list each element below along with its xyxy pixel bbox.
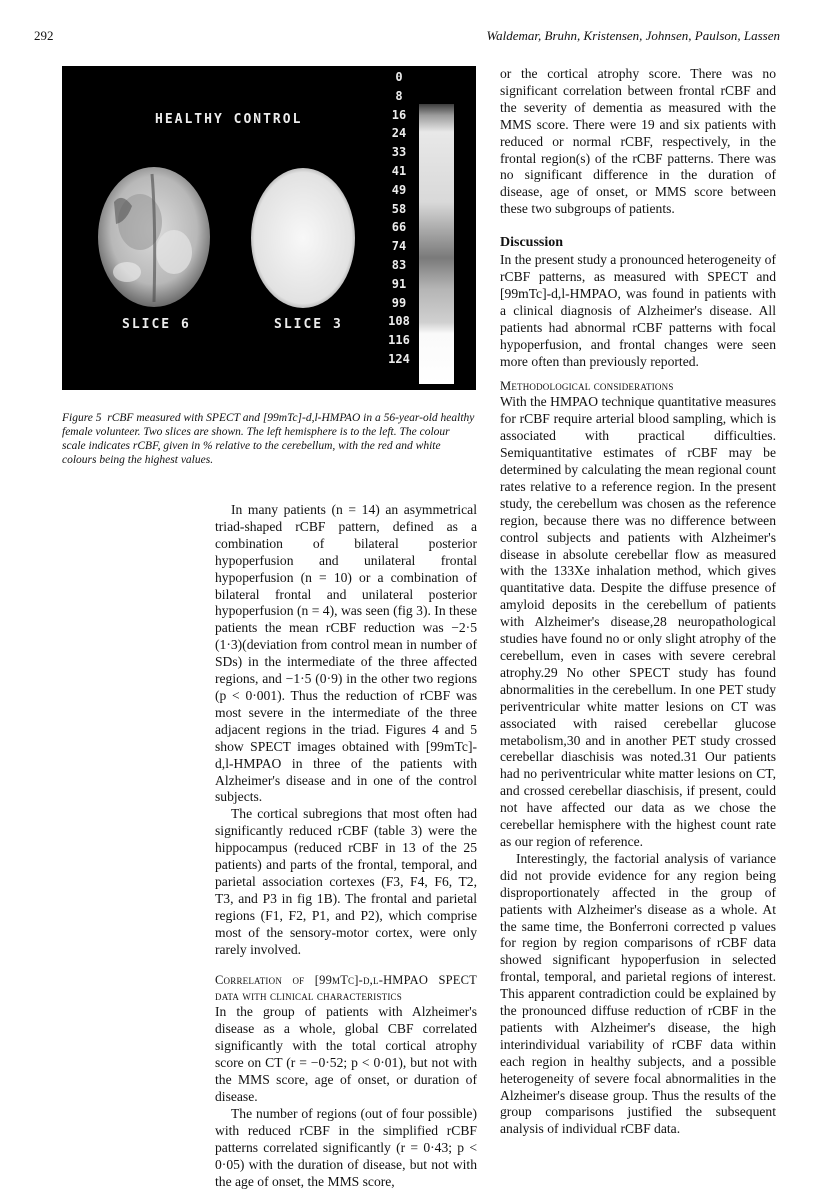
paragraph: In the present study a pronounced heterogeneity of rCBF patterns, as measured with SPECT and [99mTc]-d,l-HMPAO, was found in patients with a clinical diagnosis of Alzheimer's disease. All patients had abnormal rCBF patterns with focal hypoperfusion, and frontal changes were seen more often than previously reported.: [500, 252, 776, 369]
paragraph: With the HMPAO technique quantitative measures for rCBF require arterial blood sampling, which is associated with practical difficulties. Semiquantitative estimates of rCBF may be determined by calculating the mean regional count rates relative to a reference region. In the present study, the cerebellum was chosen as the reference region, because there was no difference between control subjects and patients with Alzheimer's disease in absolute cerebellar flow as measured with the 133Xe inhalation method, which gives quantitative data. Despite the diffuse presence of amyloid deposits in the cerebellum of patients with Alzheimer's disease,28 neuropathological studies have found no or only slight atrophy of the cerebellum, even in cases with severe cerebral atrophy.29 No other SPECT study has found abnormalities in the cerebellum. In one PET study periventricular white matter lesions on CT was associated with raised cerebellar glucose metabolism,30 and in another PET study crossed cerebellar diaschisis was noted.31 Our patients had no periventricular white matter lesions on CT, and crossed cerebellar diaschisis, if present, could not have affected our data as we chose the cerebellar hemisphere with the highest count rate as our region of reference.: [500, 394, 776, 849]
section-heading-discussion: Discussion: [500, 235, 564, 251]
scale-value: 108: [388, 314, 410, 329]
subsection-heading-correlation: Correlation of [99mTc]-d,l-HMPAO SPECT data with clinical characteristics: [215, 973, 477, 1004]
figure-title-label: HEALTHY CONTROL: [155, 112, 303, 127]
scale-value: 41: [391, 163, 407, 178]
paragraph: The number of regions (out of four possible) with reduced rCBF in the simplified rCBF patterns correlated significantly (r = 0·43; p < 0·05) with the duration of disease, but not with the age of onset, the MMS score,: [215, 1105, 477, 1189]
scale-value: 124: [388, 351, 410, 366]
color-scale-bar: [419, 104, 454, 384]
paragraph: In the group of patients with Alzheimer's disease as a whole, global CBF correlated significantly with the total cortical atrophy score on CT (r = −0·52; p < 0·01), but not with the MMS score, age of onset, or duration of disease.: [215, 1004, 477, 1104]
right-text-column: [500, 66, 776, 1138]
left-text-column: [215, 502, 477, 1190]
scale-value: 91: [391, 276, 407, 291]
scale-value: 0: [395, 70, 403, 84]
page-number: 292: [34, 28, 54, 43]
scale-value: 83: [391, 257, 407, 272]
scale-value: 99: [391, 295, 407, 310]
scale-value: 74: [391, 239, 407, 254]
scale-value: 8: [395, 88, 403, 103]
slice-6-label: SLICE 6: [122, 317, 191, 332]
color-scale-labels: [380, 68, 418, 388]
figure-caption-text: rCBF measured with SPECT and [99mTc]-d,l-HMPAO in a 56-year-old healthy female volunteer. Two slices are shown. The left hemisphere is to the left. The colour scale indicates rCBF, given in % relative to the cerebellum, with the red and white colours being the highest values.: [62, 412, 475, 466]
paragraph: The cortical subregions that most often had significantly reduced rCBF (table 3) were the hippocampus (reduced rCBF in 13 of the 25 patients) and parts of the frontal, temporal, and parietal association cortexes (F3, F4, F6, T2, T3, and P3 in fig 1B). The frontal and parietal regions (F1, F2, P1, and P2), which comprise most of the sensory-motor cortex, were only rarely involved.: [215, 806, 477, 957]
scale-value: 66: [391, 220, 407, 235]
spect-figure: [62, 66, 476, 390]
slice-3-label: SLICE 3: [274, 317, 343, 332]
figure-caption-label: Figure 5: [62, 412, 102, 424]
paragraph: In many patients (n = 14) an asymmetrical triad-shaped rCBF pattern, defined as a combination of bilateral posterior hypoperfusion and unilateral frontal hypoperfusion (n = 10) or a combination of bilateral frontal and unilateral posterior hypoperfusion (n = 4), was seen (fig 3). In these patients the mean rCBF reduction was −2·5 (1·3)(deviation from control mean in number of SDs) in the intermediate of the three affected regions, and −1·5 (0·9) in the other two regions (p < 0·001). Thus the reduction of rCBF was most severe in the intermediate of the three adjacent regions in the triad. Figures 4 and 5 show SPECT images obtained with [99mTc]-d,l-HMPAO in three of the patients with Alzheimer's disease and in one of the control subjects.: [215, 502, 477, 805]
figure-caption: [62, 411, 476, 467]
scale-value: 16: [391, 107, 407, 122]
paragraph: Interestingly, the factorial analysis of variance did not provide evidence for any region being disproportionately affected in the group of patients with Alzheimer's disease as a whole. At the same time, the Bonferroni corrected p values for region by region comparisons of rCBF data showed significant hypoperfusion in selected frontal, temporal, and parietal regions of interest. This apparent contradiction could be explained by the pronounced diffuse reduction of rCBF in the patients with Alzheimer's disease, the high interindividual variability of rCBF data within each region in healthy subjects, and a possible heterogeneity of severe focal abnormalities in the Alzheimer's disease group. Thus the results of the group comparisons justified the subsequent analysis of individual rCBF data.: [500, 850, 776, 1137]
paragraph: or the cortical atrophy score. There was no significant correlation between frontal rCBF and the severity of dementia as measured with the MMS score. There were 19 and six patients with reduced or normal rCBF, respectively, in the frontal region(s) of the rCBF patterns. There was no significant difference in the duration of disease, age of onset, or MMS score between these two subgroups of patients.: [500, 66, 776, 217]
brain-slice-3-image: [246, 164, 360, 312]
subsection-heading-methodological: Methodological considerations: [500, 379, 674, 394]
scale-value: 116: [388, 333, 410, 348]
running-head: Waldemar, Bruhn, Kristensen, Johnsen, Paulson, Lassen: [486, 28, 780, 43]
scale-value: 49: [391, 182, 407, 197]
scale-value: 24: [391, 126, 407, 141]
scale-value: 58: [391, 201, 407, 216]
scale-value: 33: [391, 145, 407, 160]
brain-slice-6-image: [92, 162, 216, 312]
